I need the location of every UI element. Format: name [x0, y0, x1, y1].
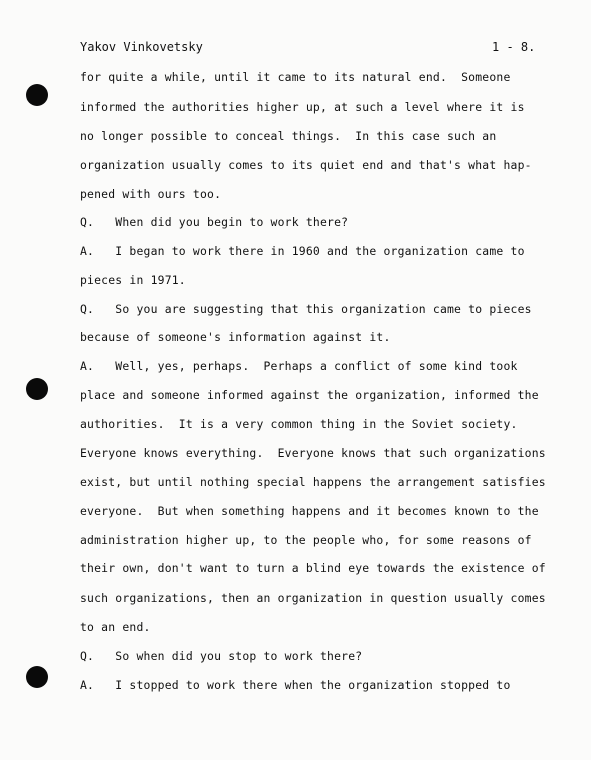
page-number: 1 - 8.: [492, 40, 536, 54]
text-line: their own, don't want to turn a blind eye towards the existence of: [80, 561, 546, 575]
text-line: place and someone informed against the organization, informed the: [80, 388, 539, 402]
text-line: informed the authorities higher up, at such a level where it is: [80, 100, 525, 114]
text-line: because of someone's information against it.: [80, 330, 391, 344]
text-line: A. Well, yes, perhaps. Perhaps a conflict of some kind took: [80, 359, 518, 373]
text-line: pened with ours too.: [80, 187, 222, 201]
text-line: A. I stopped to work there when the organization stopped to: [80, 678, 511, 692]
text-line: administration higher up, to the people who, for some reasons of: [80, 533, 532, 547]
punch-hole: [26, 378, 48, 400]
text-line: exist, but until nothing special happens the arrangement satisfies: [80, 475, 546, 489]
text-line: pieces in 1971.: [80, 273, 186, 287]
text-line: Q. When did you begin to work there?: [80, 215, 349, 229]
text-line: everyone. But when something happens and it becomes known to the: [80, 504, 539, 518]
text-line: for quite a while, until it came to its natural end. Someone: [80, 70, 511, 84]
text-line: Q. So you are suggesting that this organization came to pieces: [80, 302, 532, 316]
text-line: such organizations, then an organization in question usually comes: [80, 591, 546, 605]
punch-hole: [26, 84, 48, 106]
text-line: organization usually comes to its quiet end and that's what hap-: [80, 158, 532, 172]
text-line: no longer possible to conceal things. In this case such an: [80, 129, 497, 143]
text-line: Q. So when did you stop to work there?: [80, 649, 363, 663]
text-line: Everyone knows everything. Everyone knows that such organizations: [80, 446, 546, 460]
text-line: authorities. It is a very common thing in the Soviet society.: [80, 417, 518, 431]
text-line: A. I began to work there in 1960 and the organization came to: [80, 244, 525, 258]
text-line: to an end.: [80, 620, 151, 634]
punch-hole: [26, 666, 48, 688]
header-name: Yakov Vinkovetsky: [80, 40, 203, 54]
